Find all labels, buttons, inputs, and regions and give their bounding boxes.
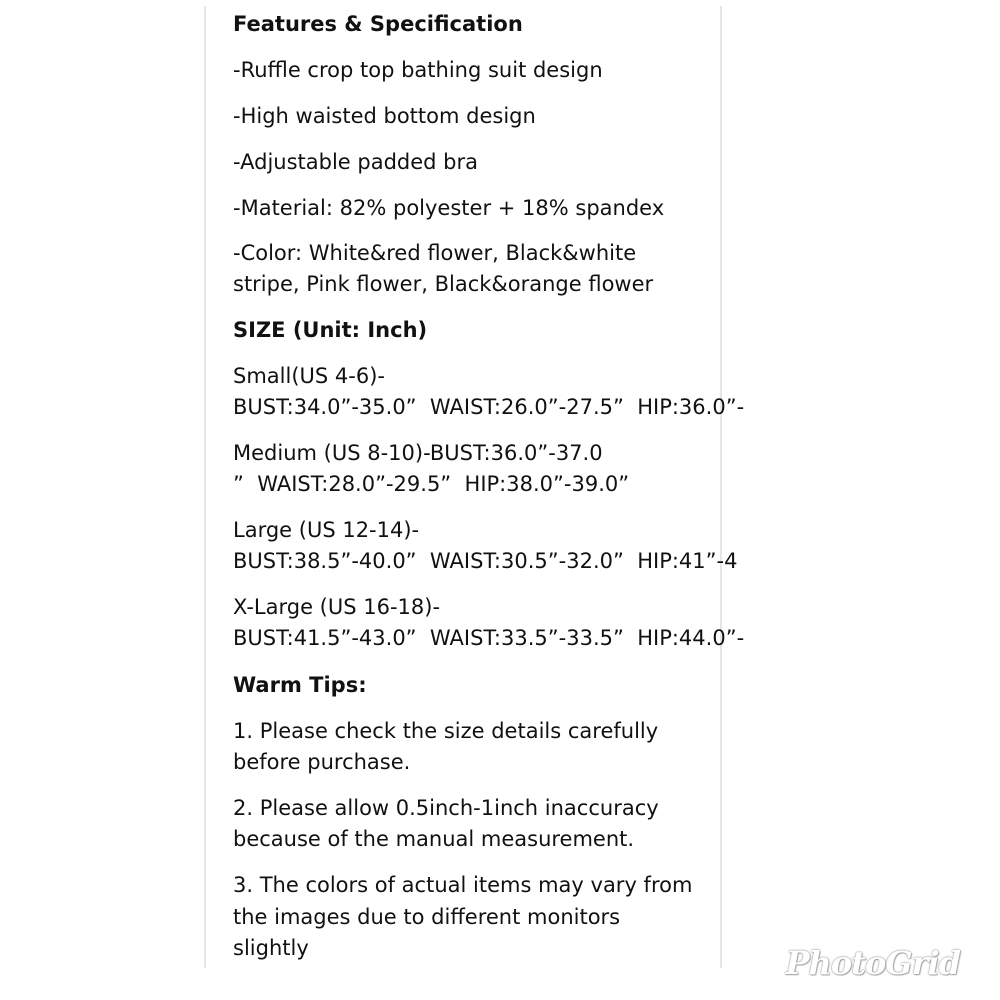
size-large-label: Large (US 12-14)-	[233, 518, 420, 542]
product-description	[233, 0, 747, 990]
size-small-measurements: BUST:34.0”-35.0” WAIST:26.0”-27.5” HIP:36.0”-	[233, 395, 745, 419]
size-medium-label: Medium (US 8-10)-BUST:36.0”-37.0	[233, 441, 603, 465]
tips-heading: Warm Tips:	[233, 673, 367, 697]
tip-line: before purchase.	[233, 750, 411, 774]
size-xlarge-label: X-Large (US 16-18)-	[233, 595, 441, 619]
left-divider	[204, 6, 206, 968]
tip-line: 3. The colors of actual items may vary from	[233, 873, 693, 897]
tip-line: the images due to different monitors	[233, 905, 621, 929]
feature-item: -High waisted bottom design	[233, 104, 536, 128]
size-small-label: Small(US 4-6)-	[233, 364, 385, 388]
feature-color-line: -Color: White&red flower, Black&white	[233, 241, 637, 265]
tip-line: because of the manual measurement.	[233, 827, 635, 851]
feature-item: -Material: 82% polyester + 18% spandex	[233, 196, 665, 220]
size-large-measurements: BUST:38.5”-40.0” WAIST:30.5”-32.0” HIP:41”-4	[233, 549, 738, 573]
tip-line: 1. Please check the size details carefully	[233, 719, 659, 743]
feature-item: -Ruffle crop top bathing suit design	[233, 58, 603, 82]
feature-item: -Adjustable padded bra	[233, 150, 479, 174]
photogrid-watermark: PhotoGrid	[785, 944, 960, 982]
size-xlarge-measurements: BUST:41.5”-43.0” WAIST:33.5”-33.5” HIP:44.0”-	[233, 626, 745, 650]
size-heading: SIZE (Unit: Inch)	[233, 318, 428, 342]
feature-color-line: stripe, Pink flower, Black&orange flower	[233, 272, 654, 296]
tip-line: 2. Please allow 0.5inch-1inch inaccuracy	[233, 796, 659, 820]
size-medium-measurements: ” WAIST:28.0”-29.5” HIP:38.0”-39.0”	[233, 472, 630, 496]
tip-line: slightly	[233, 936, 309, 960]
features-heading: Features & Specification	[233, 12, 523, 36]
